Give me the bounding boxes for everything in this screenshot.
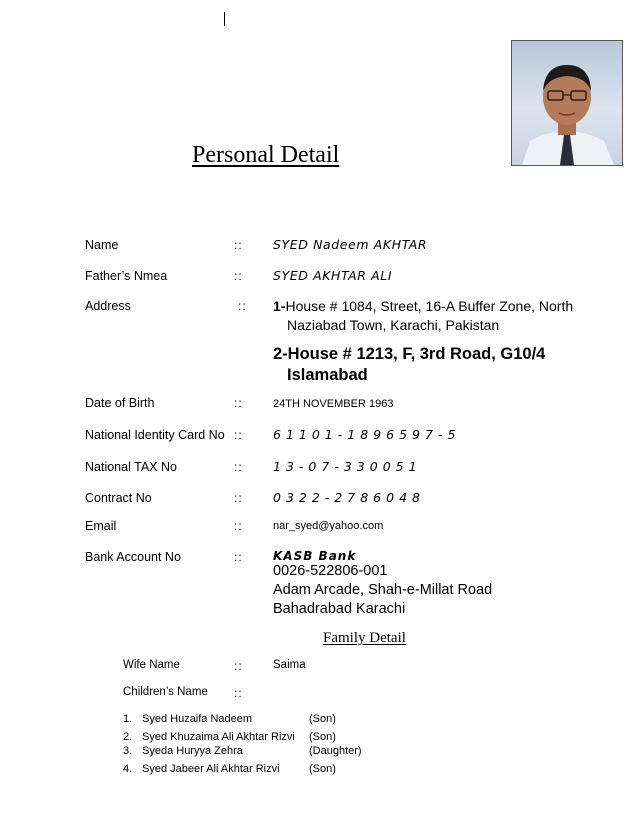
email-value: nar_syed@yahoo.com	[273, 520, 384, 532]
child-name: Syed Jabeer Ali Akhtar Rizvi	[142, 763, 280, 775]
bank-branch-line-1: Adam Arcade, Shah-e-Millat Road	[273, 582, 493, 598]
nic-label: National Identity Card No	[85, 428, 225, 442]
bank-separator: ::	[234, 550, 243, 564]
nic-value: 61101-1896597-5	[273, 427, 461, 442]
contact-value: 0322-2786048	[273, 490, 425, 505]
child-number: 1.	[123, 713, 133, 725]
address-1-number: 1-	[273, 298, 286, 314]
child-relation: (Daughter)	[309, 745, 362, 757]
text-cursor-mark	[224, 12, 225, 26]
dob-separator: ::	[234, 396, 243, 410]
father-name-value: SYED AKHTAR ALI	[273, 268, 393, 283]
address-separator: ::	[238, 299, 247, 313]
address-1-text: House # 1084, Street, 16-A Buffer Zone, North	[285, 298, 574, 314]
address-line-2	[273, 344, 545, 386]
father-name-label: Father’s Nmea	[85, 269, 168, 283]
wife-separator: ::	[234, 659, 243, 673]
address-2-continuation: Islamabad	[287, 366, 368, 384]
address-2-text: 2-House # 1213, F, 3rd Road, G10/4	[273, 345, 546, 363]
page-title: Personal Detail	[192, 142, 340, 168]
portrait-photo	[511, 40, 623, 166]
contact-separator: ::	[234, 491, 243, 505]
name-separator: ::	[234, 238, 243, 252]
email-separator: ::	[234, 519, 243, 533]
bank-account-number: 0026-522806-001	[273, 563, 388, 579]
address-1-continuation: Naziabad Town, Karachi, Pakistan	[287, 317, 500, 333]
address-line-1	[273, 297, 573, 335]
ntn-value: 13-07-330051	[273, 459, 422, 474]
bank-branch-line-2: Bahadrabad Karachi	[273, 601, 406, 617]
child-number: 2.	[123, 731, 133, 743]
ntn-separator: ::	[234, 460, 243, 474]
dob-label: Date of Birth	[85, 396, 155, 410]
child-relation: (Son)	[309, 763, 336, 775]
child-name: Syed Huzaifa Nadeem	[142, 713, 253, 725]
child-name: Syeda Huryya Zehra	[142, 745, 243, 757]
child-name: Syed Khuzaima Ali Akhtar Rizvi	[142, 731, 295, 743]
ntn-label: National TAX No	[85, 460, 177, 474]
family-detail-title: Family Detail	[323, 630, 406, 646]
wife-label: Wife Name	[123, 659, 180, 671]
nic-separator: ::	[234, 428, 243, 442]
address-label: Address	[85, 299, 131, 313]
name-value: SYED Nadeem AKHTAR	[273, 237, 428, 252]
portrait-photo-icon	[512, 41, 622, 165]
bank-label: Bank Account No	[85, 550, 181, 564]
child-number: 3.	[123, 745, 133, 757]
email-label: Email	[85, 519, 117, 533]
bank-name: KASB Bank	[273, 549, 357, 563]
father-name-separator: ::	[234, 269, 243, 283]
dob-value: 24TH NOVEMBER 1963	[273, 398, 394, 410]
child-number: 4.	[123, 763, 133, 775]
child-relation: (Son)	[309, 713, 336, 725]
children-label: Children’s Name	[123, 686, 208, 698]
children-separator: ::	[234, 686, 243, 700]
contact-label: Contract No	[85, 491, 152, 505]
name-label: Name	[85, 238, 119, 252]
wife-value: Saima	[273, 659, 306, 671]
child-relation: (Son)	[309, 731, 336, 743]
